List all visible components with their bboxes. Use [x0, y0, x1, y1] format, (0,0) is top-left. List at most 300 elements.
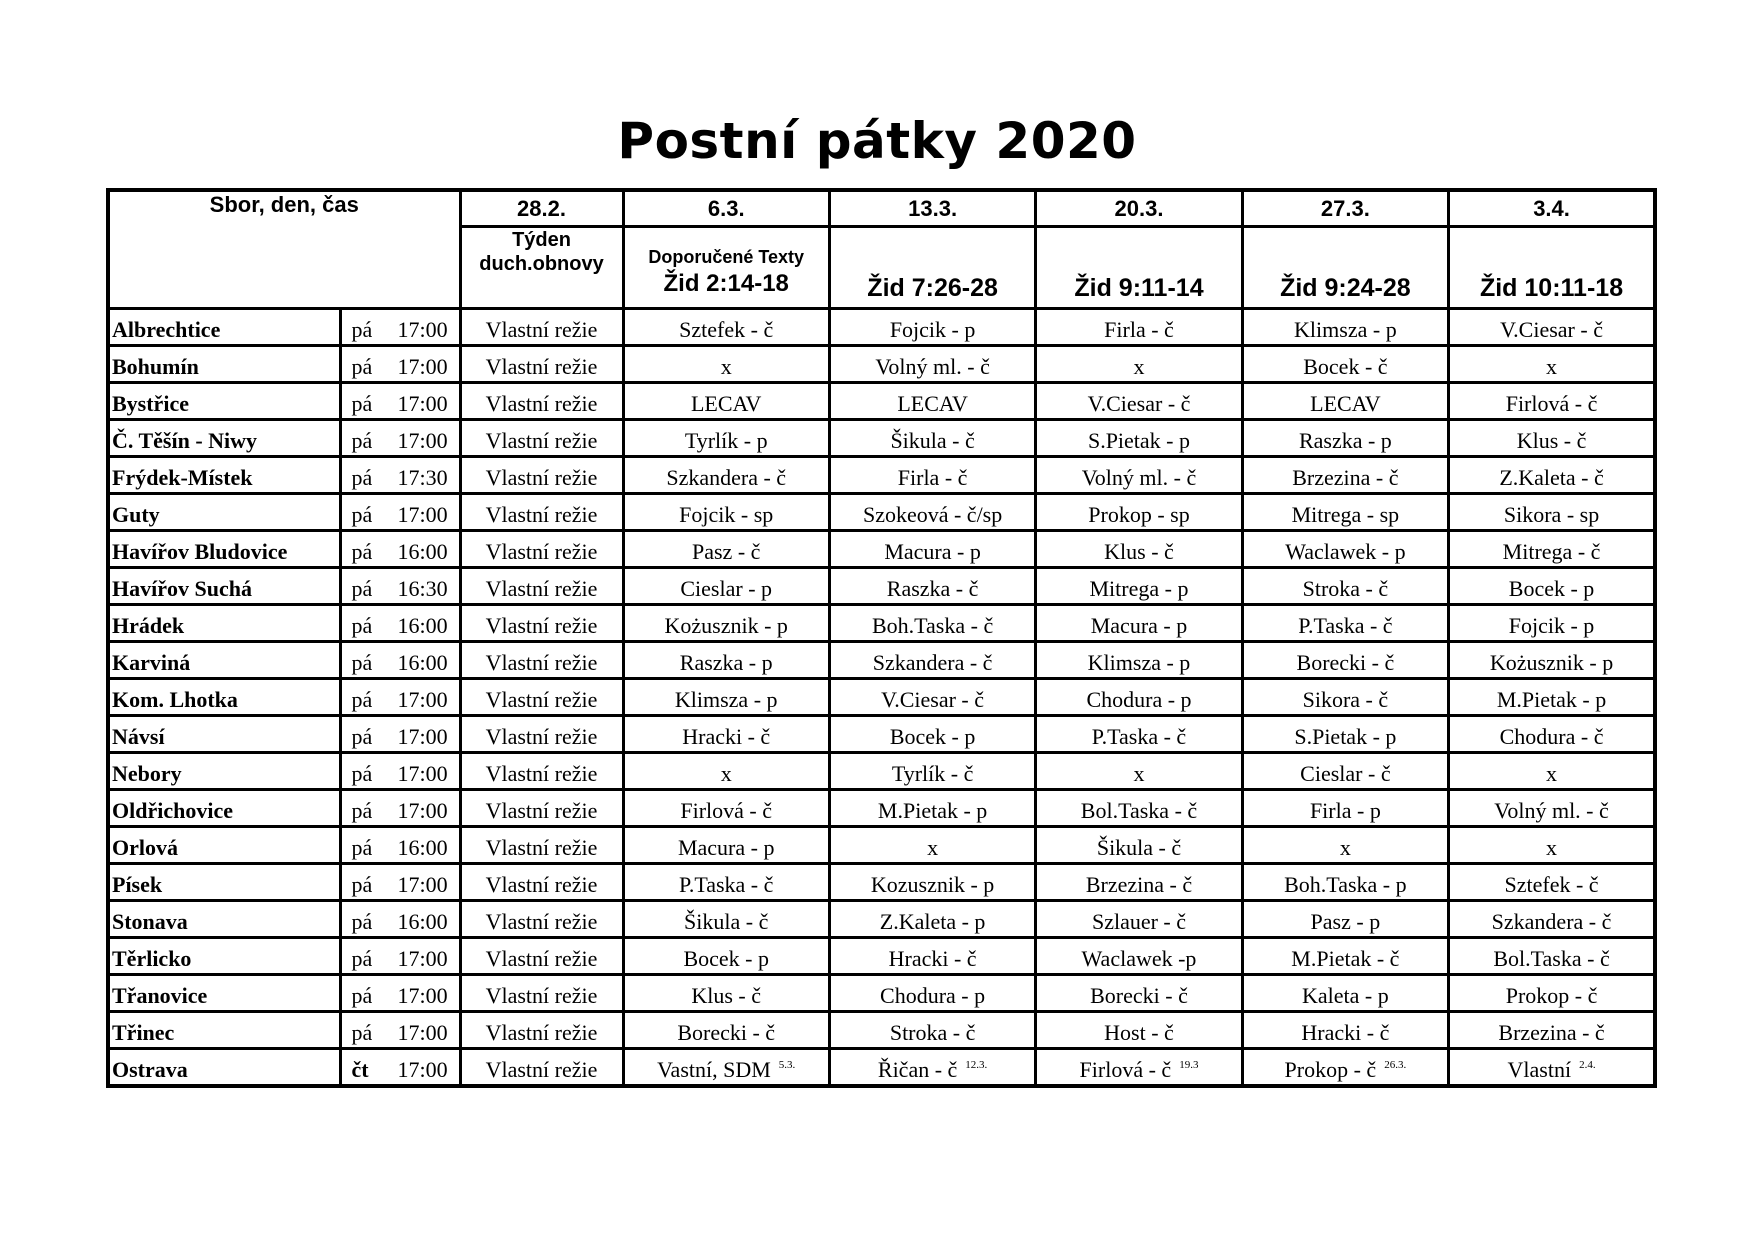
table-row: [108, 605, 1655, 642]
day-time-cell: [340, 753, 460, 790]
date-header: 13.3.: [829, 190, 1035, 227]
preacher-text: Klimsza - p: [1087, 650, 1191, 675]
table-row: [108, 457, 1655, 494]
preacher-text: Bol.Taska - č: [1493, 946, 1610, 971]
weekday: pá: [351, 465, 373, 490]
preacher-cell: [623, 568, 829, 605]
preacher-cell: [1036, 642, 1242, 679]
tyden-line1: Týden: [512, 229, 571, 251]
weekday: pá: [351, 798, 373, 823]
day-time-cell: [340, 494, 460, 531]
preacher-text: V.Ciesar - č: [1087, 391, 1191, 416]
preacher-text: Prokop - č: [1505, 983, 1598, 1008]
table-row: [108, 383, 1655, 420]
preacher-text: Bocek - p: [683, 946, 769, 971]
congregation-name: Těrlicko: [108, 938, 340, 975]
preacher-text: Bocek - p: [1508, 576, 1595, 601]
preacher-cell: [829, 864, 1035, 901]
preacher-cell: [829, 679, 1035, 716]
date-header: 20.3.: [1036, 190, 1242, 227]
table-row: [108, 901, 1655, 938]
day-time-cell: [340, 420, 460, 457]
table-row: [108, 531, 1655, 568]
preacher-text: Vastní, SDM: [657, 1057, 771, 1082]
service-time: 17:00: [397, 761, 448, 786]
preacher-text: Hracki - č: [1301, 1020, 1390, 1045]
day-time-cell: [340, 605, 460, 642]
congregation-name: Hrádek: [108, 605, 340, 642]
preacher-text: Borecki - č: [677, 1020, 776, 1045]
table-row: [108, 716, 1655, 753]
congregation-name: Návsí: [108, 716, 340, 753]
preacher-text: Firlová - č: [1079, 1057, 1172, 1082]
own-arrangement-cell: Vlastní režie: [460, 383, 623, 420]
weekday: pá: [351, 835, 373, 860]
preacher-cell: [1036, 716, 1242, 753]
preacher-cell: [1449, 346, 1655, 383]
own-arrangement-cell: Vlastní režie: [460, 864, 623, 901]
preacher-cell: [1036, 975, 1242, 1012]
preacher-text: Klus - č: [1104, 539, 1174, 564]
service-time: 16:00: [397, 539, 448, 564]
preacher-cell: [623, 827, 829, 864]
congregation-name: Frýdek-Místek: [108, 457, 340, 494]
preacher-text: LECAV: [690, 391, 762, 416]
day-time-cell: [340, 383, 460, 420]
preacher-text: Klus - č: [691, 983, 762, 1008]
service-time: 16:00: [397, 613, 448, 638]
preacher-cell: [1449, 753, 1655, 790]
table-row: [108, 1049, 1655, 1087]
own-arrangement-cell: Vlastní režie: [460, 1012, 623, 1049]
own-arrangement-cell: Vlastní režie: [460, 568, 623, 605]
service-time: 17:00: [397, 1020, 448, 1045]
table-row: [108, 679, 1655, 716]
own-arrangement-cell: Vlastní režie: [460, 901, 623, 938]
weekday: pá: [351, 872, 373, 897]
preacher-cell: [829, 790, 1035, 827]
weekday: pá: [351, 650, 373, 675]
preacher-text: Chodura - č: [1499, 724, 1604, 749]
congregation-name: Bohumín: [108, 346, 340, 383]
weekday: pá: [351, 428, 373, 453]
preacher-cell: [1449, 790, 1655, 827]
preacher-text: V.Ciesar - č: [1500, 317, 1603, 342]
table-row: [108, 864, 1655, 901]
weekday: pá: [351, 909, 373, 934]
bible-ref: Žid 10:11-18: [1449, 227, 1655, 309]
preacher-text: Macura - p: [884, 539, 981, 564]
weekday: pá: [351, 983, 373, 1008]
preacher-text: Borecki - č: [1090, 983, 1188, 1008]
preacher-text: S.Pietak - p: [1087, 428, 1191, 453]
service-time: 16:30: [397, 576, 448, 601]
preacher-cell: [623, 346, 829, 383]
preacher-text: P.Taska - č: [679, 872, 774, 897]
congregation-name: Havířov Suchá: [108, 568, 340, 605]
preacher-cell: [1242, 642, 1448, 679]
own-arrangement-cell: Vlastní režie: [460, 1049, 623, 1087]
preacher-cell: [623, 901, 829, 938]
preacher-text: Firlová - č: [1505, 391, 1598, 416]
preacher-text: Mitrega - č: [1502, 539, 1601, 564]
preacher-text: Fojcik - p: [1508, 613, 1595, 638]
preacher-cell: [1036, 679, 1242, 716]
weekday: pá: [351, 761, 373, 786]
preacher-cell: [829, 827, 1035, 864]
day-time-cell: [340, 1012, 460, 1049]
preacher-text: Boh.Taska - č: [871, 613, 994, 638]
preacher-cell: [1449, 716, 1655, 753]
preacher-text: Szkandera - č: [1491, 909, 1612, 934]
weekday: pá: [351, 687, 373, 712]
preacher-cell: [1036, 383, 1242, 420]
preacher-text: Chodura - p: [1086, 687, 1192, 712]
preacher-text: Hracki - č: [682, 724, 771, 749]
day-time-cell: [340, 827, 460, 864]
preacher-cell: [1036, 901, 1242, 938]
preacher-text: x: [1133, 761, 1145, 786]
date-note: 26.3.: [1384, 1059, 1407, 1071]
preacher-text: Prokop - č: [1284, 1057, 1377, 1082]
preacher-text: P.Taska - č: [1298, 613, 1393, 638]
bible-ref: Žid 2:14-18: [663, 270, 789, 297]
service-time: 17:00: [397, 983, 448, 1008]
preacher-text: M.Pietak - p: [877, 798, 988, 823]
day-time-cell: [340, 901, 460, 938]
preacher-text: Firla - č: [1104, 317, 1174, 342]
date-note: 12.3.: [965, 1059, 988, 1071]
date-header: 28.2.: [460, 190, 623, 227]
day-time-cell: [340, 531, 460, 568]
preacher-text: Volný ml. - č: [1081, 465, 1197, 490]
preacher-text: S.Pietak - p: [1294, 724, 1397, 749]
preacher-cell: [1242, 383, 1448, 420]
tyden-header: [460, 227, 623, 309]
preacher-text: Mitrega - p: [1089, 576, 1189, 601]
preacher-cell: [1449, 1012, 1655, 1049]
congregation-name: Třanovice: [108, 975, 340, 1012]
bible-ref: Žid 9:24-28: [1242, 227, 1448, 309]
day-time-cell: [340, 790, 460, 827]
preacher-text: Fojcik - sp: [679, 502, 774, 527]
preacher-text: Brzezina - č: [1085, 872, 1193, 897]
preacher-cell: [1449, 494, 1655, 531]
preacher-text: Volný ml. - č: [1494, 798, 1609, 823]
preacher-text: Raszka - p: [1298, 428, 1392, 453]
preacher-cell: [1449, 975, 1655, 1012]
preacher-cell: [1242, 1012, 1448, 1049]
preacher-text: Macura - p: [677, 835, 775, 860]
preacher-cell: [623, 679, 829, 716]
preacher-cell: [1449, 938, 1655, 975]
preacher-text: Szokeová - č/sp: [862, 502, 1003, 527]
preacher-cell: [623, 420, 829, 457]
preacher-text: Raszka - č: [886, 576, 979, 601]
preacher-cell: [1036, 864, 1242, 901]
preacher-cell: [829, 346, 1035, 383]
preacher-cell: [1242, 494, 1448, 531]
preacher-cell: [623, 975, 829, 1012]
weekday: pá: [351, 502, 373, 527]
date-note: 2.4.: [1579, 1059, 1596, 1071]
preacher-text: Tyrlík - p: [684, 428, 768, 453]
schedule-table: [106, 188, 1657, 1088]
service-time: 17:00: [397, 317, 448, 342]
service-time: 17:00: [397, 724, 448, 749]
preacher-text: Kożusznik - p: [664, 613, 788, 638]
own-arrangement-cell: Vlastní režie: [460, 642, 623, 679]
preacher-cell: [623, 457, 829, 494]
preacher-text: x: [1133, 354, 1145, 379]
table-row: [108, 1012, 1655, 1049]
preacher-cell: [1242, 827, 1448, 864]
preacher-cell: [1036, 309, 1242, 346]
schedule-body: [108, 309, 1655, 1087]
preacher-text: Chodura - p: [880, 983, 986, 1008]
own-arrangement-cell: Vlastní režie: [460, 605, 623, 642]
congregation-name: Nebory: [108, 753, 340, 790]
preacher-text: Firlová - č: [680, 798, 773, 823]
table-row: [108, 827, 1655, 864]
service-time: 17:00: [397, 687, 448, 712]
table-row: [108, 753, 1655, 790]
day-time-cell: [340, 938, 460, 975]
preacher-cell: [829, 1012, 1035, 1049]
preacher-cell: [1036, 420, 1242, 457]
own-arrangement-cell: Vlastní režie: [460, 346, 623, 383]
weekday: pá: [351, 576, 373, 601]
own-arrangement-cell: Vlastní režie: [460, 679, 623, 716]
own-arrangement-cell: Vlastní režie: [460, 531, 623, 568]
preacher-text: Pasz - č: [692, 539, 761, 564]
tyden-line2: duch.obnovy: [479, 253, 604, 275]
service-time: 17:00: [397, 946, 448, 971]
preacher-text: LECAV: [897, 391, 968, 416]
preacher-text: Z.Kaleta - p: [879, 909, 986, 934]
preacher-cell: [829, 938, 1035, 975]
table-row: [108, 975, 1655, 1012]
service-time: 16:00: [397, 835, 448, 860]
preacher-text: Tyrlík - č: [891, 761, 974, 786]
preacher-cell: [623, 494, 829, 531]
preacher-text: x: [1546, 761, 1558, 786]
table-row: [108, 309, 1655, 346]
page-title: Postní pátky 2020: [617, 112, 1137, 170]
preacher-text: Bol.Taska - č: [1080, 798, 1198, 823]
own-arrangement-cell: Vlastní režie: [460, 309, 623, 346]
preacher-text: Szkandera - č: [666, 465, 787, 490]
day-time-cell: [340, 457, 460, 494]
preacher-cell: [1036, 790, 1242, 827]
weekday: pá: [351, 391, 373, 416]
preacher-cell: [1242, 531, 1448, 568]
preacher-text: Šikula - č: [890, 428, 975, 453]
preacher-cell: [829, 383, 1035, 420]
weekday: pá: [351, 317, 373, 342]
preacher-cell: [1449, 642, 1655, 679]
weekday: pá: [351, 613, 373, 638]
own-arrangement-cell: Vlastní režie: [460, 790, 623, 827]
preacher-text: Kożusznik - p: [1489, 650, 1614, 675]
preacher-text: Šikula - č: [1096, 835, 1182, 860]
preacher-text: Brzezina - č: [1498, 1020, 1605, 1045]
preacher-cell: [1036, 753, 1242, 790]
weekday: čt: [351, 1057, 369, 1082]
service-time: 17:00: [397, 798, 448, 823]
preacher-text: Sztefek - č: [679, 317, 774, 342]
preacher-text: x: [1546, 835, 1558, 860]
preacher-cell: [1036, 1049, 1242, 1087]
preacher-cell: [623, 531, 829, 568]
service-time: 17:00: [397, 354, 448, 379]
preacher-text: Z.Kaleta - č: [1499, 465, 1604, 490]
preacher-cell: [623, 938, 829, 975]
preacher-text: Borecki - č: [1296, 650, 1395, 675]
preacher-cell: [1449, 679, 1655, 716]
preacher-cell: [1036, 605, 1242, 642]
preacher-cell: [1036, 531, 1242, 568]
table-row: [108, 494, 1655, 531]
preacher-cell: [623, 605, 829, 642]
preacher-cell: [1036, 1012, 1242, 1049]
day-time-cell: [340, 346, 460, 383]
preacher-cell: [1242, 716, 1448, 753]
day-time-cell: [340, 1049, 460, 1087]
preacher-cell: [1242, 938, 1448, 975]
preacher-cell: [1449, 457, 1655, 494]
service-time: 17:00: [397, 872, 448, 897]
preacher-text: Firla - č: [897, 465, 968, 490]
preacher-cell: [623, 1012, 829, 1049]
congregation-name: Oldřichovice: [108, 790, 340, 827]
preacher-text: Klus - č: [1516, 428, 1587, 453]
congregation-name: Třinec: [108, 1012, 340, 1049]
preacher-cell: [829, 716, 1035, 753]
preacher-text: Macura - p: [1090, 613, 1188, 638]
day-time-cell: [340, 309, 460, 346]
preacher-text: Volný ml. - č: [875, 354, 990, 379]
preacher-text: M.Pietak - p: [1496, 687, 1607, 712]
preacher-cell: [1242, 864, 1448, 901]
preacher-cell: [1449, 827, 1655, 864]
preacher-cell: [1242, 753, 1448, 790]
preacher-text: Firla - p: [1309, 798, 1381, 823]
service-time: 16:00: [397, 650, 448, 675]
table-row: [108, 642, 1655, 679]
preacher-text: Boh.Taska - p: [1284, 872, 1407, 897]
congregation-name: Guty: [108, 494, 340, 531]
preacher-text: Sikora - sp: [1503, 502, 1600, 527]
preacher-cell: [829, 975, 1035, 1012]
preacher-text: Vlastní: [1507, 1057, 1572, 1082]
preacher-cell: [623, 864, 829, 901]
preacher-cell: [1036, 494, 1242, 531]
preacher-cell: [829, 642, 1035, 679]
congregation-name: Ostrava: [108, 1049, 340, 1087]
preacher-text: Kaleta - p: [1302, 983, 1389, 1008]
weekday: pá: [351, 354, 373, 379]
preacher-cell: [1242, 309, 1448, 346]
congregation-name: Karviná: [108, 642, 340, 679]
preacher-text: Brzezina - č: [1292, 465, 1399, 490]
congregation-name: Orlová: [108, 827, 340, 864]
preacher-cell: [623, 1049, 829, 1087]
preacher-cell: [1242, 420, 1448, 457]
preacher-text: Raszka - p: [679, 650, 773, 675]
preacher-text: Bocek - p: [889, 724, 976, 749]
date-note: 19.3: [1179, 1059, 1199, 1071]
date-header: 27.3.: [1242, 190, 1448, 227]
preacher-text: Host - č: [1104, 1020, 1174, 1045]
preacher-cell: [623, 716, 829, 753]
preacher-text: Szkandera - č: [872, 650, 993, 675]
preacher-cell: [829, 568, 1035, 605]
preacher-text: Szlauer - č: [1091, 909, 1187, 934]
sbor-header: Sbor, den, čas: [108, 190, 460, 309]
preacher-cell: [1242, 457, 1448, 494]
preacher-text: Sztefek - č: [1504, 872, 1599, 897]
preacher-text: Hracki - č: [888, 946, 977, 971]
preacher-text: Kozusznik - p: [870, 872, 995, 897]
preacher-text: Bocek - č: [1303, 354, 1388, 379]
preacher-cell: [829, 901, 1035, 938]
congregation-name: Albrechtice: [108, 309, 340, 346]
service-time: 17:00: [397, 1057, 448, 1082]
day-time-cell: [340, 679, 460, 716]
weekday: pá: [351, 1020, 373, 1045]
service-time: 16:00: [397, 909, 448, 934]
preacher-text: P.Taska - č: [1091, 724, 1187, 749]
table-row: [108, 568, 1655, 605]
day-time-cell: [340, 716, 460, 753]
preacher-text: Sikora - č: [1302, 687, 1389, 712]
congregation-name: Č. Těšín - Niwy: [108, 420, 340, 457]
service-time: 17:00: [397, 502, 448, 527]
service-time: 17:00: [397, 391, 448, 416]
table-row: [108, 790, 1655, 827]
preacher-text: Waclawek -p: [1081, 946, 1197, 971]
preacher-cell: [829, 605, 1035, 642]
preacher-cell: [1449, 383, 1655, 420]
preacher-text: x: [720, 354, 732, 379]
preacher-text: Mitrega - sp: [1291, 502, 1400, 527]
congregation-name: Stonava: [108, 901, 340, 938]
preacher-text: Řičan - č: [877, 1057, 958, 1082]
preacher-text: M.Pietak - č: [1291, 946, 1400, 971]
preacher-cell: [623, 642, 829, 679]
preacher-cell: [1449, 901, 1655, 938]
preacher-cell: [829, 309, 1035, 346]
preacher-text: Stroka - č: [1302, 576, 1389, 601]
preacher-text: Cieslar - č: [1300, 761, 1391, 786]
day-time-cell: [340, 568, 460, 605]
preacher-cell: [829, 420, 1035, 457]
preacher-cell: [829, 494, 1035, 531]
preacher-cell: [1036, 457, 1242, 494]
own-arrangement-cell: Vlastní režie: [460, 938, 623, 975]
own-arrangement-cell: Vlastní režie: [460, 753, 623, 790]
date-header-row: [108, 190, 1655, 227]
preacher-cell: [1449, 420, 1655, 457]
preacher-text: V.Ciesar - č: [881, 687, 985, 712]
preacher-cell: [1449, 568, 1655, 605]
table-row: [108, 938, 1655, 975]
preacher-cell: [1036, 346, 1242, 383]
bible-ref: Žid 9:11-14: [1036, 227, 1242, 309]
preacher-text: Šikula - č: [684, 909, 769, 934]
preacher-cell: [623, 790, 829, 827]
